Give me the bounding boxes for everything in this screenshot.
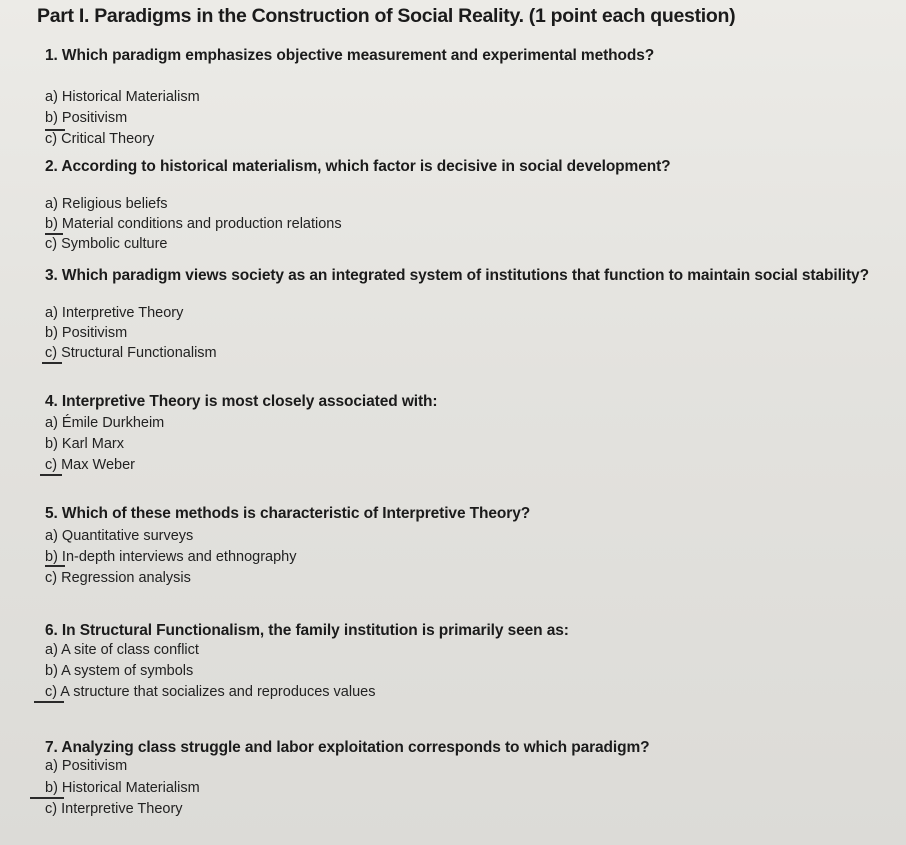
q4-option-c: c) Max Weber	[45, 457, 135, 473]
q3-answer-mark	[42, 362, 62, 364]
q4-option-a: a) Émile Durkheim	[45, 415, 165, 431]
q5-option-a: a) Quantitative surveys	[45, 528, 194, 544]
question-6: 6. In Structural Functionalism, the family institution is primarily seen as:	[45, 622, 569, 639]
q6-answer-mark	[34, 701, 64, 703]
question-4: 4. Interpretive Theory is most closely associated with:	[45, 393, 438, 410]
q5-option-b: b) In-depth interviews and ethnography	[45, 549, 297, 565]
q1-option-a: a) Historical Materialism	[45, 89, 200, 105]
q1-answer-mark	[45, 129, 65, 131]
q5-answer-mark	[45, 565, 65, 567]
section-title: Part I. Paradigms in the Construction of Social Reality. (1 point each question)	[37, 5, 736, 27]
question-1: 1. Which paradigm emphasizes objective measurement and experimental methods?	[45, 47, 655, 64]
question-3: 3. Which paradigm views society as an integrated system of institutions that function to maintain social stability?	[45, 267, 869, 284]
q6-option-b: b) A system of symbols	[45, 663, 194, 679]
question-5: 5. Which of these methods is characteristic of Interpretive Theory?	[45, 505, 531, 522]
q7-option-c: c) Interpretive Theory	[45, 801, 183, 817]
q2-option-b: b) Material conditions and production relations	[45, 216, 342, 232]
q7-answer-mark	[30, 797, 64, 799]
q2-option-a: a) Religious beliefs	[45, 196, 168, 212]
q4-answer-mark	[40, 474, 62, 476]
q1-option-b: b) Positivism	[45, 110, 128, 126]
question-2: 2. According to historical materialism, which factor is decisive in social development?	[45, 158, 671, 175]
q5-option-c: c) Regression analysis	[45, 570, 191, 586]
q4-option-b: b) Karl Marx	[45, 436, 124, 452]
q6-option-c: c) A structure that socializes and reproduces values	[45, 684, 376, 700]
q7-option-b: b) Historical Materialism	[45, 780, 200, 796]
q3-option-c: c) Structural Functionalism	[45, 345, 217, 361]
q3-option-a: a) Interpretive Theory	[45, 305, 184, 321]
q3-option-b: b) Positivism	[45, 325, 128, 341]
q1-option-c: c) Critical Theory	[45, 131, 155, 147]
q2-option-c: c) Symbolic culture	[45, 236, 168, 252]
q7-option-a: a) Positivism	[45, 758, 128, 774]
question-7: 7. Analyzing class struggle and labor exploitation corresponds to which paradigm?	[45, 739, 650, 756]
q6-option-a: a) A site of class conflict	[45, 642, 199, 658]
q2-answer-mark	[45, 233, 63, 235]
